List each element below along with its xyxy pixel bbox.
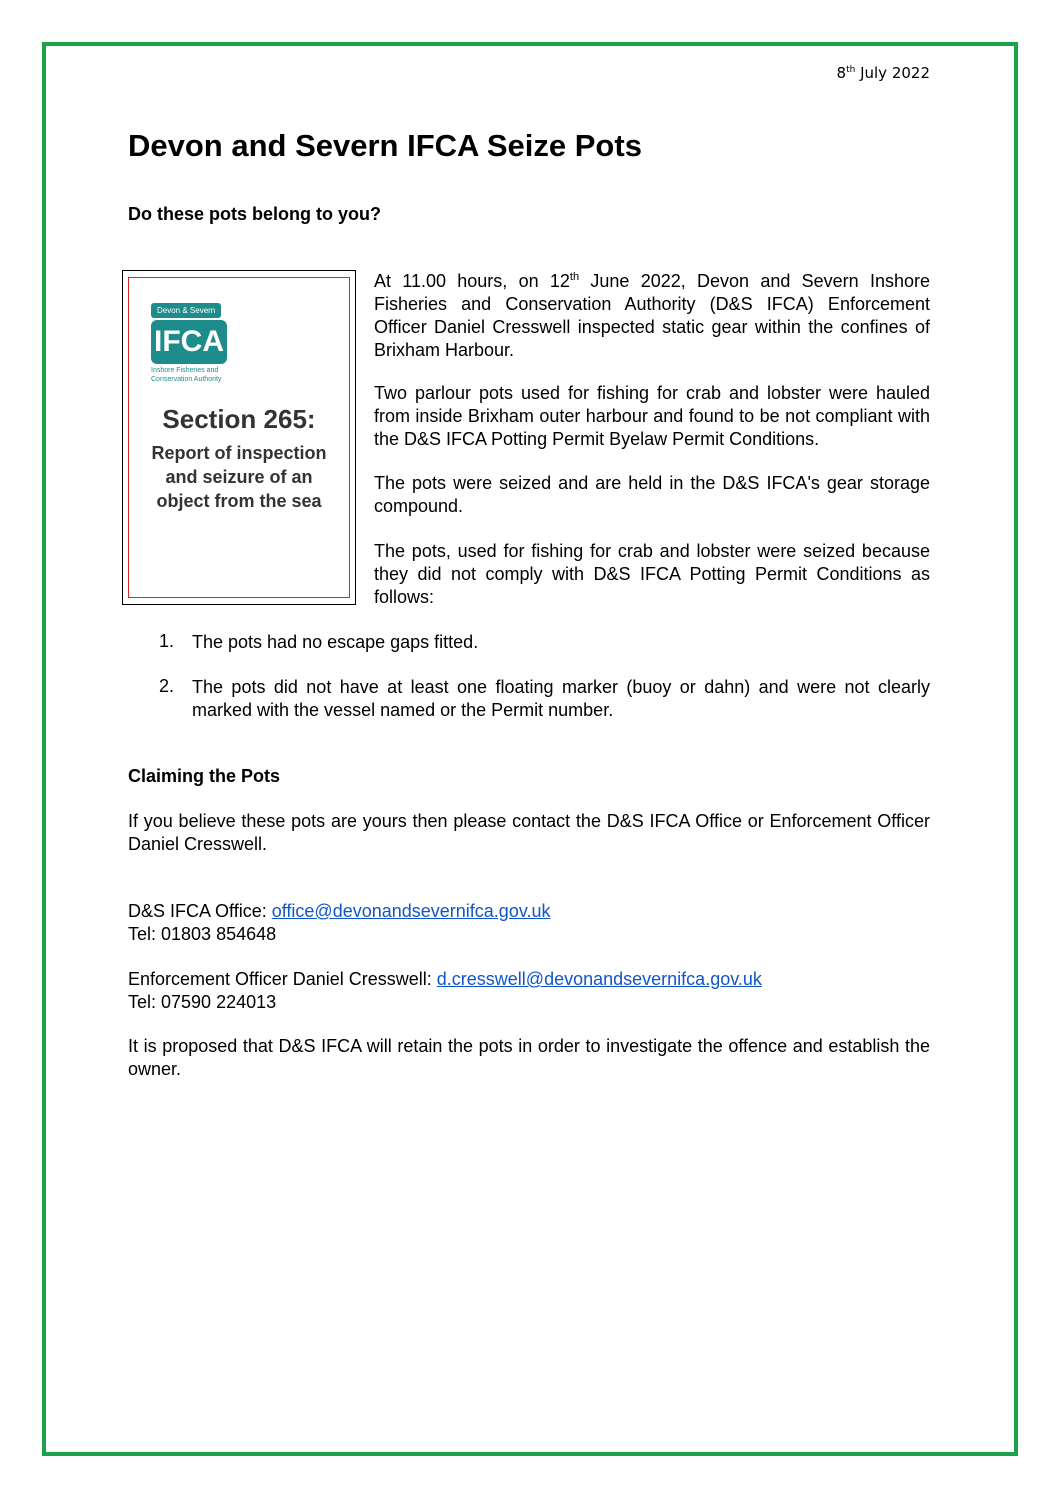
- officer-contact: Enforcement Officer Daniel Cresswell: d.cresswell@devonandsevernifca.gov.uk Tel: 07590 224013: [128, 969, 762, 1012]
- list-number-1: 1.: [159, 631, 175, 651]
- report-cover-image: [122, 270, 356, 605]
- logo-mark: IFCA: [151, 320, 227, 364]
- cover-title: Section 265:: [162, 404, 316, 434]
- page-border: [42, 42, 1018, 1456]
- logo-subtitle: Inshore Fisheries and Conservation Authority: [151, 367, 222, 383]
- document-date: 8th July 2022: [836, 64, 930, 82]
- list-item-2: The pots did not have at least one floating marker (buoy or dahn) and were not clearly marked with the vessel named or the Permit number.: [192, 677, 930, 720]
- cover-subtitle: Report of inspection and seizure of an object from the sea: [151, 443, 327, 511]
- ifca-logo: [151, 300, 233, 384]
- officer-tel: Tel: 07590 224013: [128, 992, 277, 1012]
- officer-email-link[interactable]: d.cresswell@devonandsevernifca.gov.uk: [436, 969, 762, 989]
- paragraph-conditions: The pots, used for fishing for crab and lobster were seized because they did not comply with D&S IFCA Potting Permit Conditions as follows:: [374, 541, 930, 607]
- intro-paragraph: At 11.00 hours, on 12th June 2022, Devon and Severn Inshore Fisheries and Conservation Authority (D&S IFCA) Enforcement Officer Daniel Cresswell inspected static gear within the confines of Brixham Harbour.: [374, 271, 931, 360]
- logo-tag: Devon & Severn: [151, 303, 221, 318]
- cover-red-border: [128, 277, 350, 598]
- office-email-link[interactable]: office@devonandsevernifca.gov.uk: [271, 901, 551, 921]
- list-number-2: 2.: [159, 676, 175, 696]
- paragraph-seized: The pots were seized and are held in the D&S IFCA's gear storage compound.: [374, 473, 930, 516]
- closing-paragraph: It is proposed that D&S IFCA will retain the pots in order to investigate the offence and establish the owner.: [128, 1036, 930, 1079]
- question-heading: Do these pots belong to you?: [128, 204, 381, 224]
- paragraph-hauled: Two parlour pots used for fishing for crab and lobster were hauled from inside Brixham outer harbour and found to be not compliant with the D&S IFCA Potting Permit Byelaw Permit Conditions.: [374, 383, 930, 449]
- claim-heading: Claiming the Pots: [128, 766, 281, 786]
- office-contact: D&S IFCA Office: office@devonandsevernifca.gov.uk Tel: 01803 854648: [128, 901, 551, 944]
- page-title: Devon and Severn IFCA Seize Pots: [128, 128, 642, 163]
- office-tel: Tel: 01803 854648: [128, 924, 277, 944]
- list-item-1: The pots had no escape gaps fitted.: [192, 632, 479, 652]
- claim-paragraph: If you believe these pots are yours then please contact the D&S IFCA Office or Enforcement Officer Daniel Cresswell.: [128, 811, 930, 854]
